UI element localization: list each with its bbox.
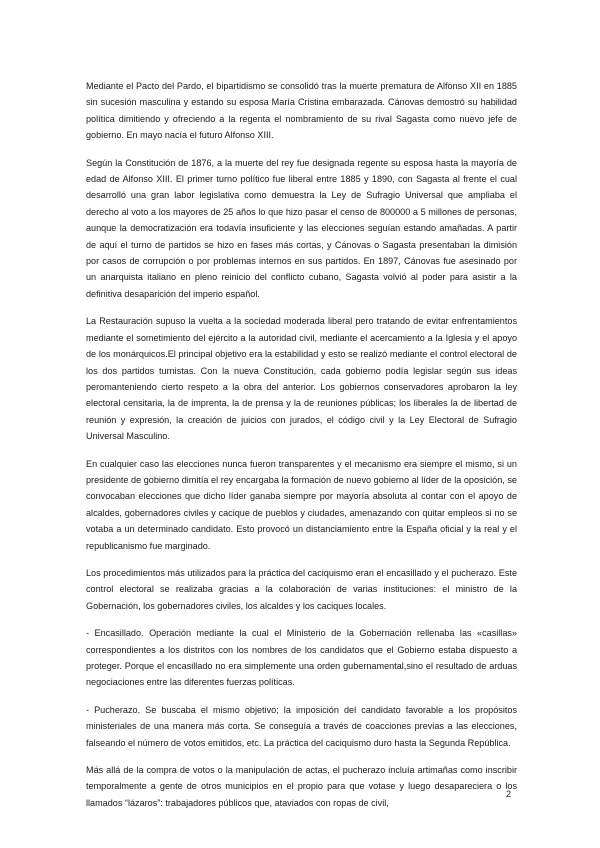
paragraph-elecciones: En cualquier caso las elecciones nunca fueron transparentes y el mecanismo era siempre el mismo, si un presidente de gobierno dimitía el rey encargaba la formación de nuevo gobierno al líder de la oposición, se convocaban elecciones que dicho líder ganaba siempre por mayoría absoluta al contar con el apoyo de alcaldes, gobernadores civiles y cacique de pueblos y ciudades, amenazando con quitar empleos si no se votaba a un determinado candidato. Esto provocó un distanciamiento entre la España oficial y la real y el republicanismo fue marginado. — [86, 458, 517, 551]
paragraph-constitucion-1876: Según la Constitución de 1876, a la muerte del rey fue designada regente su esposa hasta la mayoría de edad de Alfonso XIII. El primer turno político fue liberal entre 1885 y 1890, con Sagasta al frente el cual desarrolló una gran labor legislativa como demuestra la Ley de Sufragio Universal que ampliaba el derecho al voto a los mayores de 25 años lo que hizo pasar el censo de 800000 a 5 millones de personas, aunque la democratización era todavía insuficiente y las elecciones seguían estando amañadas. A partir de aquí el turno de partidos se hizo en fases más cortas, y Cánovas o Sagasta presentaban la dimisión por casos de corrupción o por problemas internos en sus partidos. En 1897, Cánovas fue asesinado por un anarquista italiano en pleno reinicio del conflicto cubano, Sagasta volvió al poder para asistir a la definitiva desaparición del imperio español. — [86, 157, 517, 299]
paragraph-artimanas: Más allá de la compra de votos o la manipulación de actas, el pucherazo incluía artimañas como inscribir temporalmente a gente de otros municipios en el propio para que votase y luego desapareciera o los llamados “lázaros”: trabajadores públicos que, ataviados con ropas de civil, — [86, 765, 517, 808]
paragraph-pucherazo: - Pucherazo. Se buscaba el mismo objetivo; la imposición del candidato favorable a los propósitos ministeriales de una manera más corta. Se conseguía a través de coacciones previas a las elecciones, falseando el número de votos emitidos, etc. La práctica del caciquismo duro hasta la Segunda República. — [86, 704, 517, 748]
paragraph-caciquismo: Los procedimientos más utilizados para la práctica del caciquismo eran el encasillado y el pucherazo. Este control electoral se realizaba gracias a la colaboración de varias instituciones: el ministro de la Gobernación, los gobernadores civiles, los alcaldes y los caciques locales. — [86, 567, 517, 611]
page-number: 2 — [506, 789, 512, 799]
paragraph-encasillado: - Encasillado. Operación mediante la cual el Ministerio de la Gobernación rellenaba las «casillas» correspondientes a los distritos con los nombres de los candidatos que el Gobierno estaba dispuesto a proteger. Porque el encasillado no era simplemente una orden gubernamental,sino el resultado de arduas negociaciones entre las diferentes fuerzas políticas. — [86, 628, 517, 688]
paragraph-restauracion: La Restauración supuso la vuelta a la sociedad moderada liberal pero tratando de evitar enfrentamientos mediante el sometimiento del ejército a la autoridad civil, mediante el acercamiento a la Iglesia y el apoyo de los monárquicos.El principal objetivo era la estabilidad y esto se realizó mediante el control electoral de los dos partidos turnistas. Con la nueva Constitución, cada gobierno podía legislar según sus ideas peromanteniendo cierto respeto a la obra del anterior. Los gobiernos conservadores aprobaron la ley electoral censitaria, la de imprenta, la de prensa y la de reuniones públicas; los liberales la de libertad de reunión y expresión, la creación de juicios con jurados, el código civil y la Ley Electoral de Sufragio Universal Masculino. — [86, 316, 517, 442]
paragraph-pacto-del-pardo: Mediante el Pacto del Pardo, el bipartidismo se consolidó tras la muerte prematura de Alfonso XII en 1885 sin sucesión masculina y estando su esposa María Cristina embarazada. Cánovas demostró su habilidad política dimitiendo y ofreciendo a la regenta el nombramiento de su rival Sagasta como nuevo jefe de gobierno. En mayo nacía el futuro Alfonso XIII. — [86, 81, 517, 141]
document-body — [86, 78, 517, 822]
